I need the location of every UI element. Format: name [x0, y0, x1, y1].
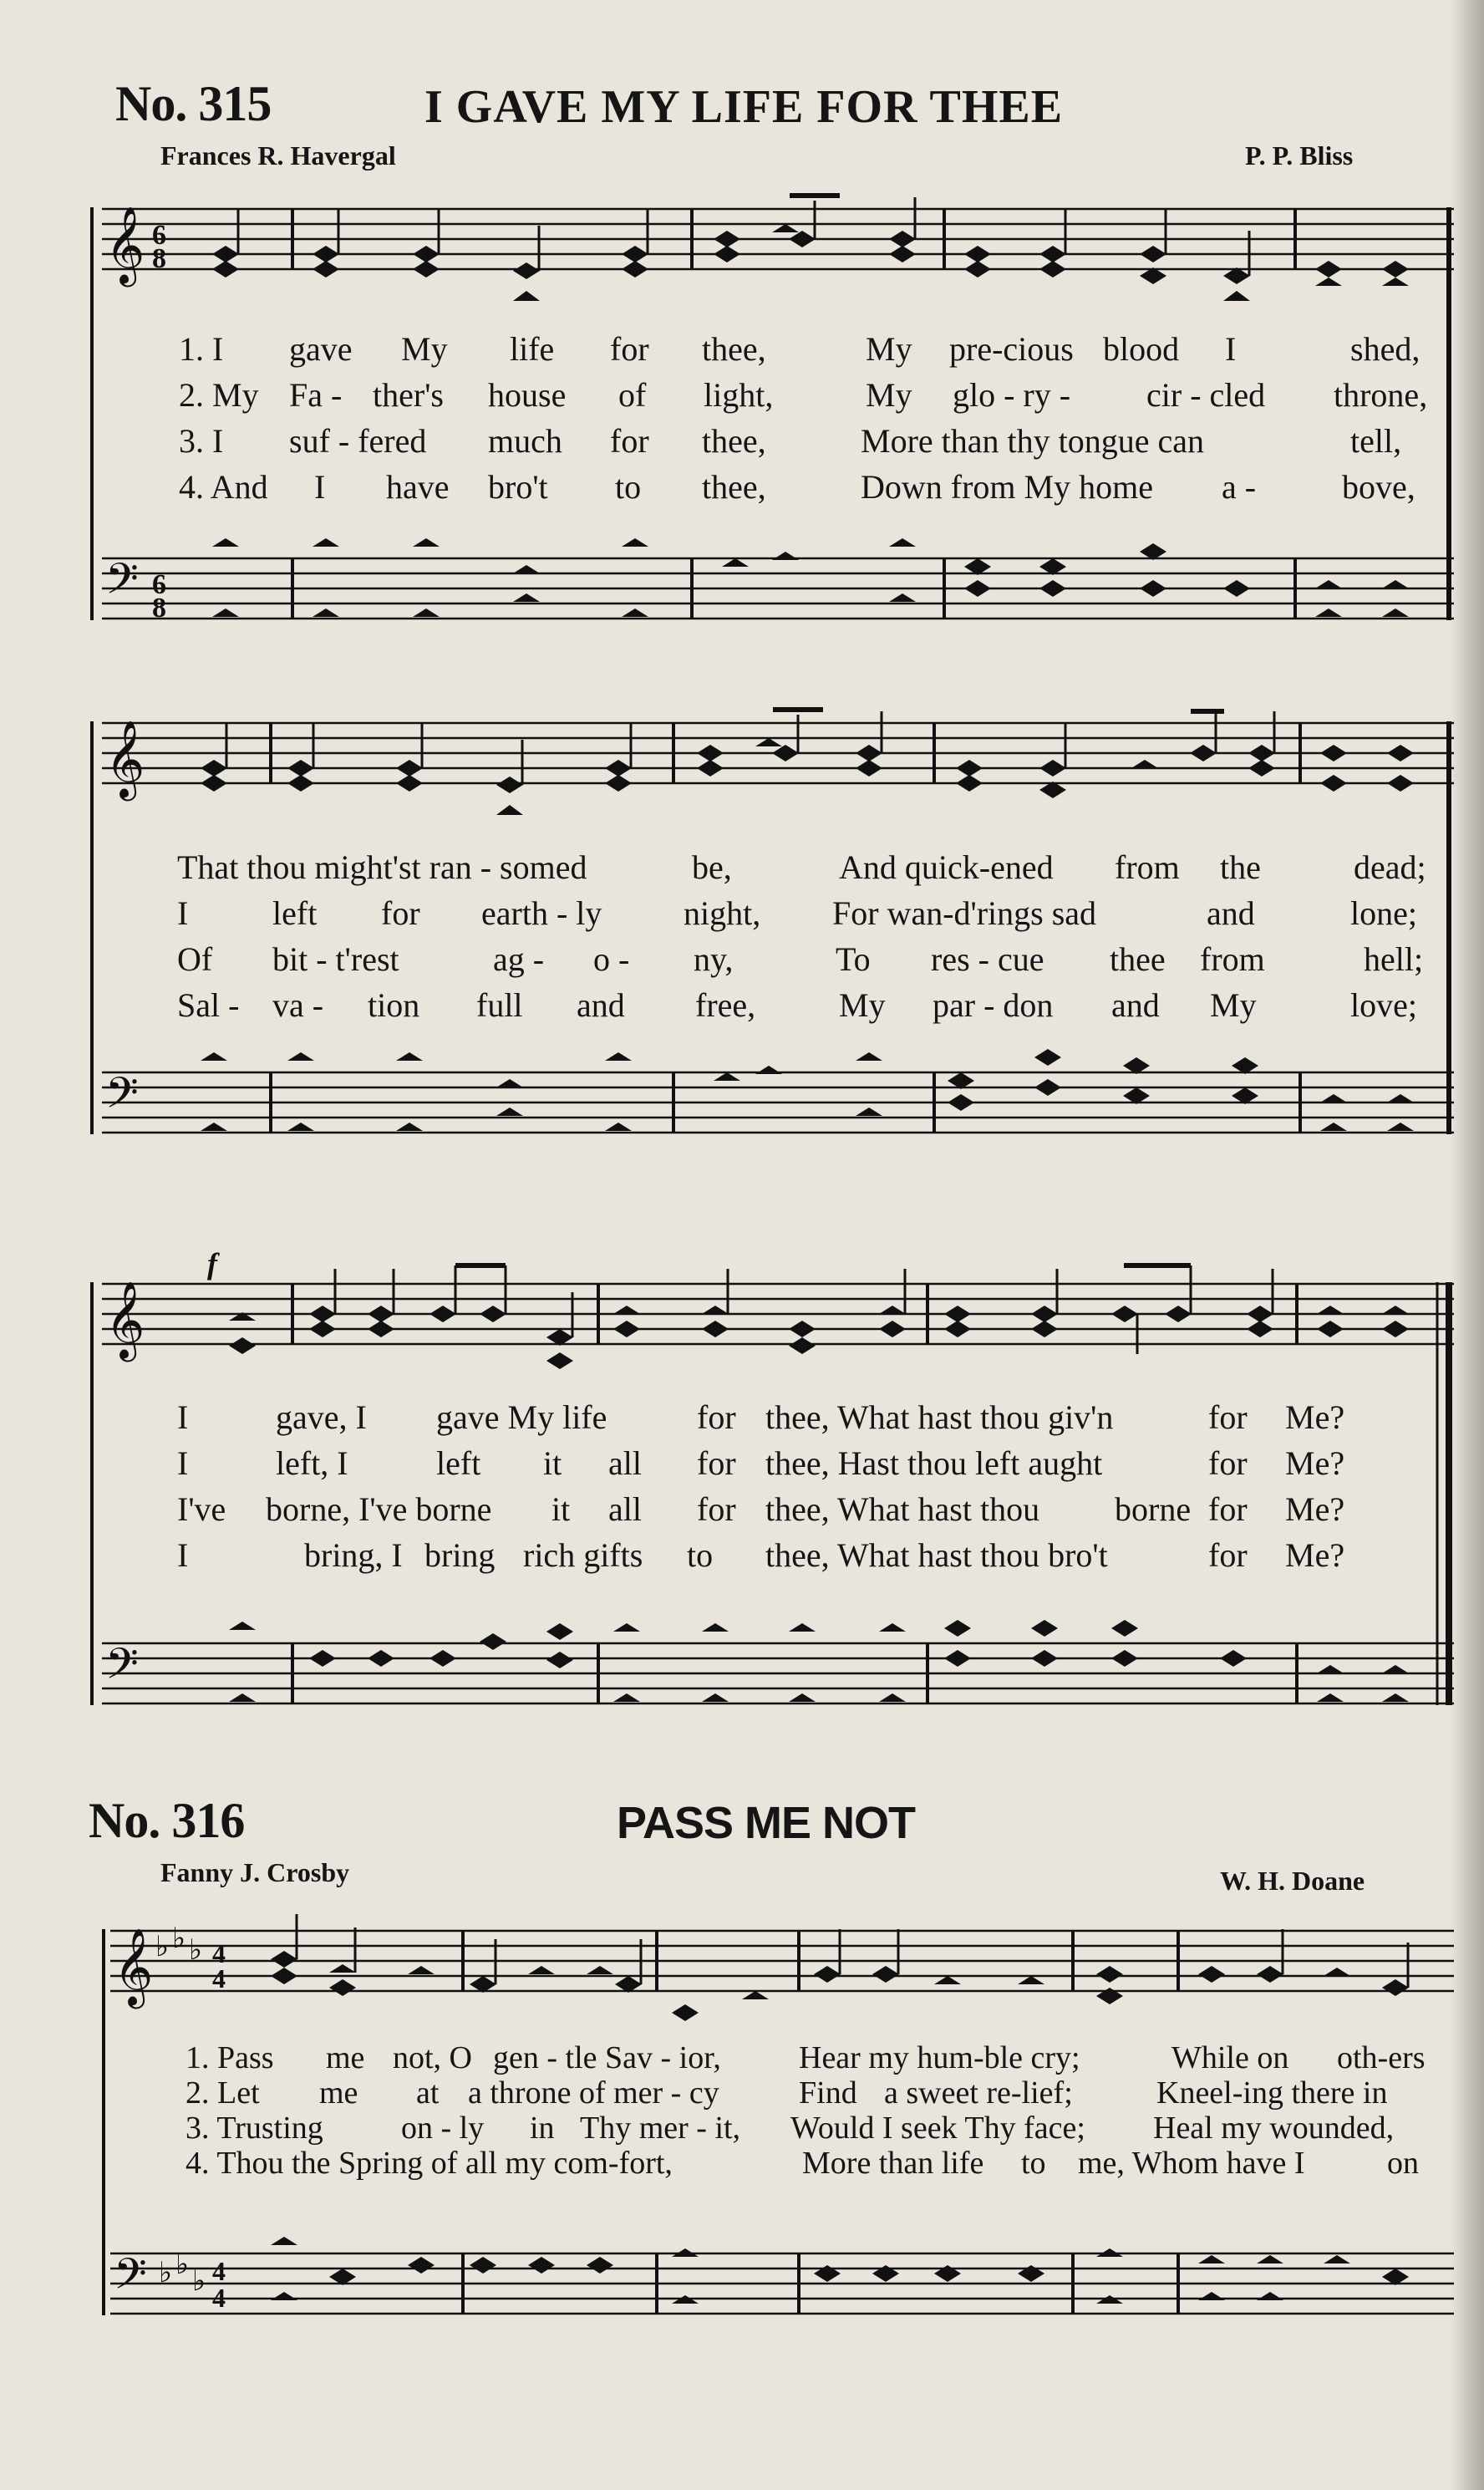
lyric-syllable: be,: [692, 848, 732, 886]
lyric-syllable: 1. I: [179, 330, 224, 368]
lyric-syllable: for: [697, 1444, 736, 1482]
lyric-syllable: o -: [593, 940, 630, 978]
lyric-syllable: suf - fered: [289, 422, 427, 460]
lyric-syllable: for: [697, 1490, 736, 1528]
svg-text:♭: ♭: [172, 1923, 186, 1954]
lyric-syllable: More than life: [802, 2146, 984, 2181]
lyric-syllable: on: [1387, 2146, 1419, 2181]
lyric-syllable: gave, I: [276, 1398, 367, 1436]
lyric-verse-3: [0, 421, 1484, 467]
lyric-syllable: More than thy tongue can: [861, 422, 1204, 460]
lyric-syllable: tion: [368, 986, 420, 1024]
lyric-syllable: res - cue: [931, 940, 1044, 978]
lyric-syllable: I: [177, 894, 189, 932]
lyricist: Fanny J. Crosby: [160, 1857, 350, 1887]
lyric-syllable: in: [530, 2111, 555, 2146]
lyric-syllable: I: [177, 1398, 189, 1436]
lyric-syllable: gave My life: [436, 1398, 607, 1436]
lyric-syllable: bring: [424, 1536, 496, 1574]
lyric-syllable: all: [608, 1444, 642, 1482]
lyric-syllable: I: [177, 1536, 189, 1574]
dynamic-forte: f: [207, 1247, 217, 1281]
lyric-syllable: My: [401, 330, 448, 368]
composer: P. P. Bliss: [1245, 140, 1354, 171]
lyric-syllable: I: [314, 468, 326, 506]
svg-text:𝄞: 𝄞: [105, 209, 145, 283]
lyric-syllable: thee,: [702, 330, 766, 368]
svg-text:♭: ♭: [175, 2249, 190, 2280]
lyric-syllable: full: [476, 986, 523, 1024]
svg-text:𝄞: 𝄞: [105, 723, 145, 797]
lyric-syllable: on - ly: [401, 2111, 485, 2146]
svg-text:𝄢: 𝄢: [105, 557, 139, 614]
lyric-syllable: light,: [704, 376, 774, 414]
lyric-syllable: My: [1210, 986, 1257, 1024]
lyric-verse-2: [0, 1444, 1484, 1489]
lyric-syllable: thee, What hast thou bro't: [765, 1536, 1108, 1574]
lyric-syllable: oth-ers: [1337, 2040, 1426, 2075]
svg-text:8: 8: [152, 593, 166, 624]
lyric-syllable: for: [1208, 1444, 1248, 1482]
lyric-syllable: dead;: [1354, 848, 1426, 886]
lyric-syllable: the: [1220, 848, 1261, 886]
lyric-syllable: left, I: [276, 1444, 348, 1482]
page-edge-shadow: [1451, 0, 1484, 2490]
lyric-syllable: Find: [799, 2075, 857, 2111]
lyric-syllable: a -: [1222, 468, 1257, 506]
lyric-syllable: thee: [1110, 940, 1166, 978]
lyric-syllable: all: [608, 1490, 642, 1528]
lyric-syllable: Fa -: [289, 376, 343, 414]
lyric-verse-4: [0, 2145, 1484, 2191]
lyric-verse-4: [0, 467, 1484, 513]
lyric-syllable: from: [1115, 848, 1180, 886]
lyric-syllable: me, Whom have I: [1078, 2146, 1305, 2181]
lyric-verse-3: [0, 939, 1484, 985]
lyric-syllable: 3. Trusting: [186, 2111, 323, 2146]
lyric-syllable: bit - t'rest: [272, 940, 399, 978]
lyric-syllable: not, O: [393, 2040, 472, 2075]
lyric-syllable: night,: [684, 894, 761, 932]
lyric-syllable: And quick-ened: [839, 848, 1054, 886]
lyric-syllable: for: [1208, 1536, 1248, 1574]
svg-text:4: 4: [212, 2256, 226, 2286]
svg-text:𝄞: 𝄞: [105, 1284, 145, 1357]
lyric-syllable: pre-cious: [949, 330, 1074, 368]
lyric-syllable: Thy mer - it,: [580, 2111, 741, 2146]
lyric-syllable: blood: [1103, 330, 1180, 368]
lyric-syllable: it: [543, 1444, 562, 1482]
lyric-syllable: 2. My: [179, 376, 259, 414]
lyric-syllable: I've: [177, 1490, 226, 1528]
lyric-syllable: left: [272, 894, 318, 932]
lyric-syllable: throne,: [1334, 376, 1428, 414]
lyric-syllable: of: [618, 376, 647, 414]
lyric-syllable: to: [615, 468, 642, 506]
lyric-syllable: Kneel-ing there in: [1156, 2075, 1388, 2111]
svg-text:4: 4: [212, 1963, 226, 1994]
lyric-syllable: ag -: [493, 940, 545, 978]
lyric-syllable: and: [1111, 986, 1160, 1024]
svg-text:𝄞: 𝄞: [114, 1931, 154, 2004]
lyric-syllable: glo - ry -: [953, 376, 1071, 414]
lyric-syllable: Me?: [1285, 1398, 1345, 1436]
svg-text:♭: ♭: [155, 1932, 170, 1963]
hymn-number: No. 316: [89, 1793, 245, 1848]
lyric-syllable: That thou might'st ran - somed: [177, 848, 587, 886]
lyric-verse-1: [0, 848, 1484, 894]
lyric-syllable: thee,: [702, 468, 766, 506]
lyric-syllable: a sweet re-lief;: [884, 2075, 1073, 2111]
lyric-syllable: ny,: [694, 940, 734, 978]
lyric-syllable: hell;: [1364, 940, 1424, 978]
svg-text:𝄢: 𝄢: [105, 1642, 139, 1698]
lyric-verse-3: [0, 1489, 1484, 1535]
svg-text:8: 8: [152, 243, 166, 274]
lyric-syllable: thee, Hast thou left aught: [765, 1444, 1103, 1482]
hymn-title: I GAVE MY LIFE FOR THEE: [424, 81, 1064, 133]
lyric-syllable: Would I seek Thy face;: [790, 2111, 1085, 2146]
lyric-syllable: have: [386, 468, 450, 506]
lyric-syllable: tell,: [1350, 422, 1402, 460]
lyric-syllable: left: [436, 1444, 481, 1482]
lyric-syllable: Me?: [1285, 1444, 1345, 1482]
lyric-syllable: thee, What hast thou: [765, 1490, 1040, 1528]
lyric-syllable: par - don: [933, 986, 1054, 1024]
lyric-syllable: gave: [289, 330, 353, 368]
hymn-number: No. 315: [115, 76, 272, 131]
svg-text:𝄢: 𝄢: [114, 2252, 147, 2309]
svg-text:♭: ♭: [192, 2266, 206, 2297]
lyric-syllable: and: [1207, 894, 1255, 932]
lyric-syllable: me: [326, 2040, 365, 2075]
lyric-syllable: for: [610, 330, 649, 368]
lyric-syllable: for: [1208, 1398, 1248, 1436]
lyric-syllable: 4. Thou the Spring of all my com-fort,: [186, 2146, 673, 2181]
lyric-syllable: To: [836, 940, 871, 978]
lyric-syllable: My: [839, 986, 886, 1024]
lyric-syllable: shed,: [1350, 330, 1420, 368]
lyric-syllable: borne: [1115, 1490, 1192, 1528]
lyric-syllable: I: [1225, 330, 1237, 368]
lyric-syllable: for: [381, 894, 420, 932]
lyric-syllable: much: [488, 422, 562, 460]
lyric-syllable: 1. Pass: [186, 2040, 274, 2075]
lyric-syllable: Sal -: [177, 986, 240, 1024]
lyric-syllable: house: [488, 376, 567, 414]
lyric-syllable: rich gifts: [523, 1536, 643, 1574]
lyricist: Frances R. Havergal: [160, 140, 396, 171]
hymn-title: PASS ME NOT: [617, 1798, 916, 1848]
svg-text:♭: ♭: [189, 1935, 203, 1966]
lyric-syllable: Me?: [1285, 1490, 1345, 1528]
lyric-verse-2: [0, 375, 1484, 421]
lyric-syllable: cir - cled: [1146, 376, 1266, 414]
lyric-syllable: love;: [1350, 986, 1417, 1024]
lyric-syllable: earth - ly: [481, 894, 602, 932]
lyric-syllable: borne, I've borne: [266, 1490, 492, 1528]
lyric-syllable: gen - tle Sav - ior,: [493, 2040, 721, 2075]
lyric-syllable: me: [319, 2075, 358, 2111]
lyric-syllable: va -: [272, 986, 324, 1024]
svg-text:6: 6: [152, 220, 166, 251]
lyric-syllable: Me?: [1285, 1536, 1345, 1574]
lyric-syllable: for: [697, 1398, 736, 1436]
svg-text:4: 4: [212, 1938, 226, 1968]
lyric-verse-1: [0, 329, 1484, 375]
lyric-syllable: a throne of mer - cy: [468, 2075, 719, 2111]
lyric-syllable: to: [1021, 2146, 1046, 2181]
lyric-syllable: 3. I: [179, 422, 224, 460]
lyric-syllable: it: [551, 1490, 571, 1528]
lyric-syllable: for: [610, 422, 649, 460]
lyric-syllable: thee, What hast thou giv'n: [765, 1398, 1114, 1436]
lyric-syllable: bro't: [488, 468, 548, 506]
lyric-syllable: life: [510, 330, 555, 368]
lyric-syllable: at: [416, 2075, 440, 2111]
lyric-syllable: to: [687, 1536, 714, 1574]
lyric-syllable: 2. Let: [186, 2075, 260, 2111]
lyric-syllable: lone;: [1350, 894, 1417, 932]
lyric-syllable: I: [177, 1444, 189, 1482]
lyric-syllable: bove,: [1342, 468, 1415, 506]
lyric-syllable: ther's: [373, 376, 444, 414]
lyric-verse-2: [0, 894, 1484, 939]
lyric-verse-1: [0, 1398, 1484, 1444]
lyric-syllable: 4. And: [179, 468, 268, 506]
lyric-syllable: My: [866, 330, 912, 368]
svg-text:𝄢: 𝄢: [105, 1071, 139, 1128]
lyric-syllable: for: [1208, 1490, 1248, 1528]
lyric-syllable: Down from My home: [861, 468, 1153, 506]
lyric-syllable: thee,: [702, 422, 766, 460]
lyric-verse-4: [0, 1535, 1484, 1581]
lyric-syllable: bring, I: [304, 1536, 403, 1574]
lyric-syllable: Heal my wounded,: [1153, 2111, 1395, 2146]
lyric-syllable: Hear my hum-ble cry;: [799, 2040, 1080, 2075]
svg-text:4: 4: [212, 2283, 226, 2313]
svg-text:6: 6: [152, 569, 166, 600]
lyric-syllable: Of: [177, 940, 213, 978]
svg-text:♭: ♭: [159, 2258, 173, 2289]
composer: W. H. Doane: [1220, 1866, 1365, 1896]
lyric-verse-4: [0, 985, 1484, 1031]
lyric-syllable: from: [1200, 940, 1265, 978]
lyric-syllable: free,: [695, 986, 756, 1024]
lyric-syllable: My: [866, 376, 912, 414]
lyric-syllable: While on: [1171, 2040, 1289, 2075]
lyric-syllable: For wan-d'rings sad: [832, 894, 1097, 932]
lyric-syllable: and: [577, 986, 625, 1024]
